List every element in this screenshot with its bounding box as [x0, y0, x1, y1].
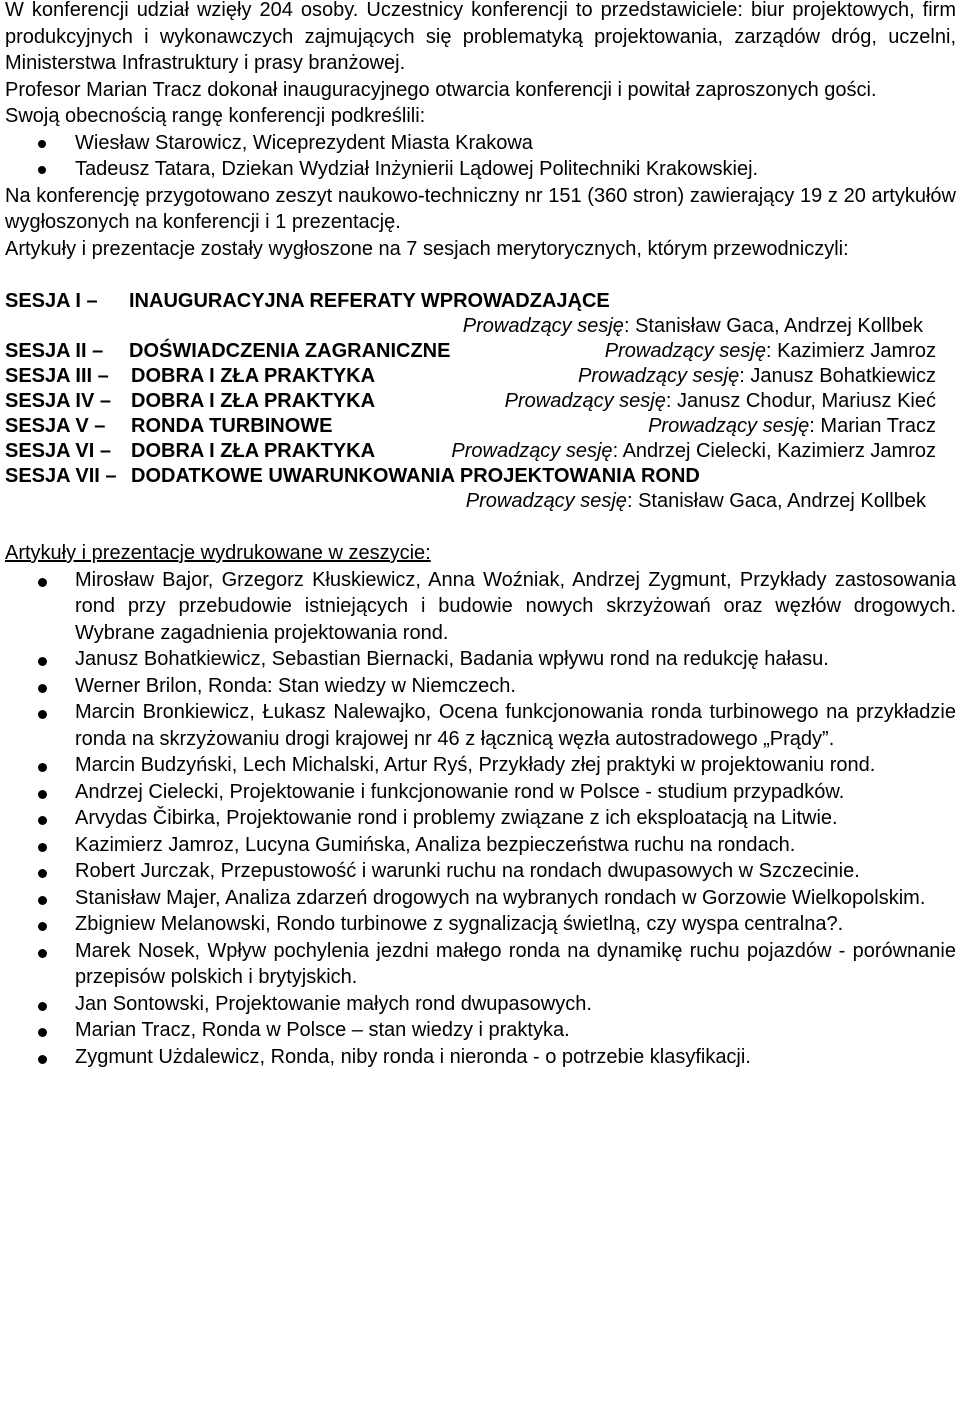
session-row: [5, 338, 956, 363]
moderator-label: Prowadzący sesję: [504, 390, 666, 412]
list-item: Wiesław Starowicz, Wiceprezydent Miasta Krakowa: [5, 130, 956, 157]
session-list: [5, 288, 956, 513]
intro-paragraph-attendance: W konferencji udział wzięły 204 osoby. Uczestnicy konferencji to przedstawiciele: biur projektowych, firm produkcyjnych i wykonawczych zajmujących się problematyką projektowania, zarządów dróg, uczelni, Ministerstwa Infrastruktury i prasy branżowej.: [5, 0, 956, 74]
session-title: RONDA TURBINOWE: [131, 415, 333, 437]
bullet-icon: [38, 578, 47, 587]
session-label: SESJA III –: [5, 365, 109, 387]
bullet-icon: [38, 790, 47, 799]
bullet-icon: [38, 710, 47, 719]
list-item: Marcin Bronkiewicz, Łukasz Nalewajko, Ocena funkcjonowania ronda turbinowego na przykładzie ronda na skrzyżowaniu drogi krajowej nr 46 z łącznicą węzła autostradowego „Prądy”.: [5, 699, 956, 752]
session-label: SESJA VII –: [5, 465, 117, 487]
list-item: Jan Sontowski, Projektowanie małych rond dwupasowych.: [5, 991, 956, 1018]
list-item: Zbigniew Melanowski, Rondo turbinowe z sygnalizacją świetlną, czy wyspa centralna?.: [5, 911, 956, 938]
bullet-icon: [38, 684, 47, 693]
moderator-label: Prowadzący sesję: [604, 340, 766, 362]
bullet-icon: [38, 896, 47, 905]
session-moderators: Prowadzący sesję: Janusz Bohatkiewicz: [578, 365, 936, 387]
bullet-icon: [38, 816, 47, 825]
bullet-icon: [38, 166, 46, 174]
moderator-label: Prowadzący sesję: [648, 415, 810, 437]
bullet-icon: [38, 1028, 47, 1037]
bullet-icon: [38, 1002, 47, 1011]
intro-paragraph-sessions: Artykuły i prezentacje zostały wygłoszone na 7 sesjach merytorycznych, którym przewodniczyli:: [5, 237, 849, 260]
session-title: INAUGURACYJNA REFERATY WPROWADZAJĄCE: [129, 290, 610, 312]
session-moderators: Prowadzący sesję: Stanisław Gaca, Andrzej Kollbek: [465, 490, 926, 512]
bullet-icon: [38, 922, 47, 931]
session-row: [5, 288, 956, 313]
session-row: [5, 413, 956, 438]
article-list: [5, 567, 956, 1071]
bullet-icon: [38, 1055, 47, 1064]
bullet-icon: [38, 140, 46, 148]
intro-paragraph-guests: Swoją obecnością rangę konferencji podkreślili:: [5, 105, 426, 127]
session-moderators: Prowadzący sesję: Kazimierz Jamroz: [604, 340, 936, 362]
session-row: [5, 388, 956, 413]
session-moderators: Prowadzący sesję: Marian Tracz: [648, 415, 936, 437]
session-label: SESJA II –: [5, 340, 104, 362]
session-title: DOBRA I ZŁA PRAKTYKA: [131, 440, 376, 462]
intro-paragraph-booklet: Na konferencję przygotowano zeszyt naukowo-techniczny nr 151 (360 stron) zawierający 19 z 20 artykułów wygłoszonych na konferencji i 1 prezentację.: [5, 184, 956, 233]
moderator-label: Prowadzący sesję: [462, 315, 624, 337]
list-item: Robert Jurczak, Przepustowość i warunki ruchu na rondach dwupasowych w Szczecinie.: [5, 858, 956, 885]
moderator-label: Prowadzący sesję: [578, 365, 740, 387]
bullet-icon: [38, 869, 47, 878]
session-moderators: Prowadzący sesję: Andrzej Cielecki, Kazimierz Jamroz: [451, 440, 936, 462]
session-moderators: Prowadzący sesję: Janusz Chodur, Mariusz Kieć: [504, 390, 936, 412]
session-row: [5, 463, 956, 488]
session-moderators: Prowadzący sesję: Stanisław Gaca, Andrzej Kollbek: [462, 315, 923, 337]
articles-heading: Artykuły i prezentacje wydrukowane w zeszycie:: [5, 542, 431, 564]
list-item: Werner Brilon, Ronda: Stan wiedzy w Niemczech.: [5, 673, 956, 700]
bullet-icon: [38, 657, 47, 666]
session-row: [5, 363, 956, 388]
bullet-icon: [38, 949, 47, 958]
list-item: Marcin Budzyński, Lech Michalski, Artur Ryś, Przykłady złej praktyki w projektowaniu rond.: [5, 752, 956, 779]
list-item: Marian Tracz, Ronda w Polsce – stan wiedzy i praktyka.: [5, 1017, 956, 1044]
bullet-icon: [38, 763, 47, 772]
list-item: Kazimierz Jamroz, Lucyna Gumińska, Analiza bezpieczeństwa ruchu na rondach.: [5, 832, 956, 859]
session-title: DOŚWIADCZENIA ZAGRANICZNE: [129, 340, 451, 362]
list-item: Mirosław Bajor, Grzegorz Kłuskiewicz, Anna Woźniak, Andrzej Zygmunt, Przykłady zastosowania rond przy przebudowie istniejących i budowie nowych skrzyżowań oraz węzłów drogowych. Wybrane zagadnienia projektowania rond.: [5, 567, 956, 647]
intro-paragraph-opening: Profesor Marian Tracz dokonał inauguracyjnego otwarcia konferencji i powitał zaproszonych gości.: [5, 78, 877, 101]
session-title: DODATKOWE UWARUNKOWANIA PROJEKTOWANIA ROND: [131, 465, 700, 487]
list-item: Zygmunt Użdalewicz, Ronda, niby ronda i nieronda - o potrzebie klasyfikacji.: [5, 1044, 956, 1071]
list-item: Marek Nosek, Wpływ pochylenia jezdni małego ronda na dynamikę ruchu pojazdów - porównanie przepisów polskich i brytyjskich.: [5, 938, 956, 991]
guest-list: [5, 130, 956, 183]
session-title: DOBRA I ZŁA PRAKTYKA: [131, 365, 376, 387]
session-label: SESJA V –: [5, 415, 106, 437]
session-label: SESJA I –: [5, 290, 98, 312]
list-item: Tadeusz Tatara, Dziekan Wydział Inżynierii Lądowej Politechniki Krakowskiej.: [5, 156, 956, 183]
moderator-label: Prowadzący sesję: [465, 490, 627, 512]
session-title: DOBRA I ZŁA PRAKTYKA: [131, 390, 376, 412]
list-item: Arvydas Čibirka, Projektowanie rond i problemy związane z ich eksploatacją na Litwie.: [5, 805, 956, 832]
session-label: SESJA IV –: [5, 390, 111, 412]
document-page: [5, 0, 956, 1070]
list-item: Stanisław Majer, Analiza zdarzeń drogowych na wybranych rondach w Gorzowie Wielkopolskim.: [5, 885, 956, 912]
session-moderator-row: [5, 313, 956, 338]
bullet-icon: [38, 843, 47, 852]
session-label: SESJA VI –: [5, 440, 111, 462]
moderator-label: Prowadzący sesję: [451, 440, 613, 462]
list-item: Andrzej Cielecki, Projektowanie i funkcjonowanie rond w Polsce - studium przypadków.: [5, 779, 956, 806]
session-moderator-row: [5, 488, 956, 513]
list-item: Janusz Bohatkiewicz, Sebastian Biernacki, Badania wpływu rond na redukcję hałasu.: [5, 646, 956, 673]
session-row: [5, 438, 956, 463]
